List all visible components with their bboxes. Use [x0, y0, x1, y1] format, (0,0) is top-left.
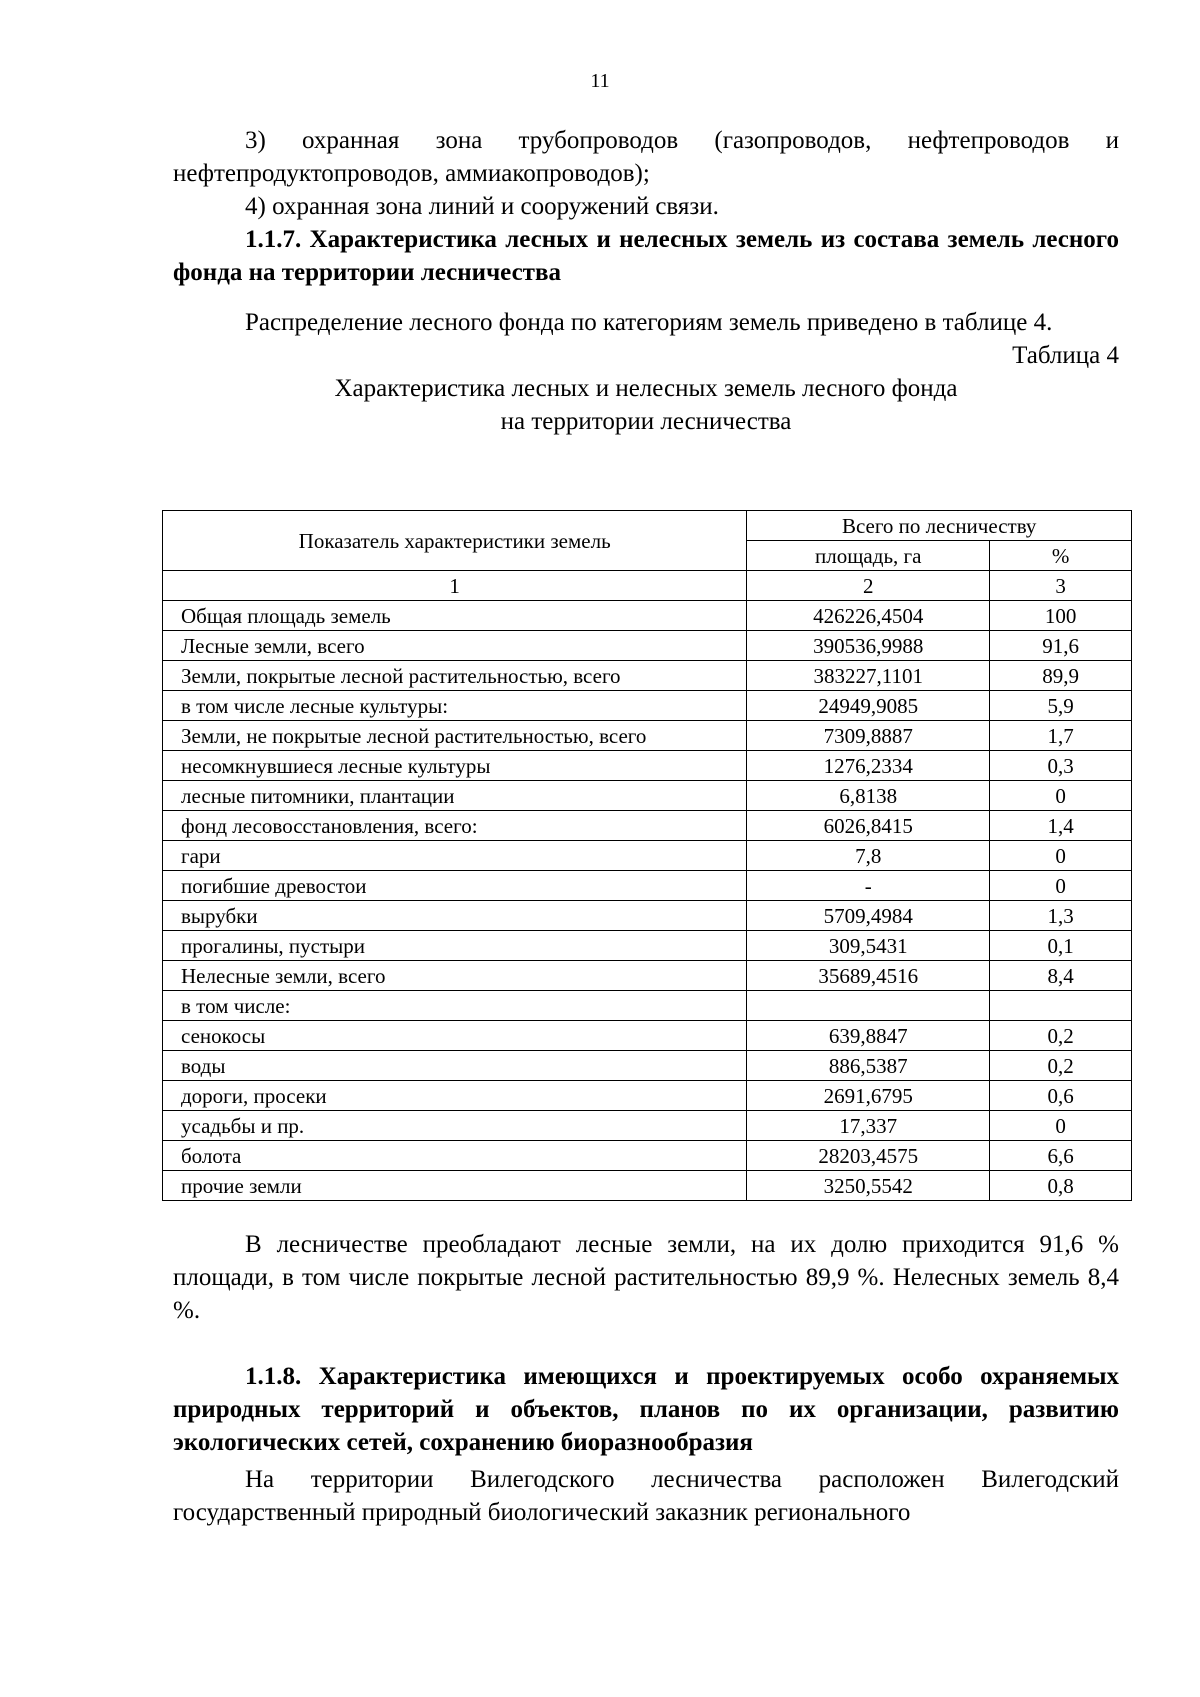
row-area-cell: -: [747, 871, 990, 901]
section-heading-1-1-7: 1.1.7. Характеристика лесных и нелесных земель из состава земель лесного фонда на территории лесничества: [173, 226, 1119, 286]
row-name-cell: прогалины, пустыри: [163, 931, 747, 961]
row-area-cell: 886,5387: [747, 1051, 990, 1081]
row-name-cell: фонд лесовосстановления, всего:: [163, 811, 747, 841]
row-area-cell: 3250,5542: [747, 1171, 990, 1201]
row-name-cell: воды: [163, 1051, 747, 1081]
table-row: [163, 781, 1132, 811]
row-percent-cell: 89,9: [990, 661, 1132, 691]
row-percent-cell: 0,1: [990, 931, 1132, 961]
row-percent-cell: 0,6: [990, 1081, 1132, 1111]
row-area-cell: 5709,4984: [747, 901, 990, 931]
row-percent-cell: 5,9: [990, 691, 1132, 721]
table-row: [163, 841, 1132, 871]
table-row: [163, 661, 1132, 691]
row-name-cell: в том числе:: [163, 991, 747, 1021]
row-area-cell: 639,8847: [747, 1021, 990, 1051]
header-total: Всего по лесничеству: [747, 511, 1132, 541]
table-row: [163, 901, 1132, 931]
row-percent-cell: 0: [990, 1111, 1132, 1141]
intro-item-3: 3) охранная зона трубопроводов (газопроводов, нефтепроводов и нефтепродуктопроводов, аммиакопроводов);: [173, 127, 1119, 187]
row-area-cell: [747, 991, 990, 1021]
row-area-cell: 309,5431: [747, 931, 990, 961]
row-name-cell: Земли, покрытые лесной растительностью, всего: [163, 661, 747, 691]
row-name-cell: прочие земли: [163, 1171, 747, 1201]
row-name-cell: гари: [163, 841, 747, 871]
row-name-cell: усадьбы и пр.: [163, 1111, 747, 1141]
column-number-2: 2: [747, 571, 990, 601]
section-intro-paragraph: Распределение лесного фонда по категориям земель приведено в таблице 4.: [245, 309, 1053, 336]
row-area-cell: 35689,4516: [747, 961, 990, 991]
row-percent-cell: 0: [990, 871, 1132, 901]
table-row: [163, 631, 1132, 661]
header-area: площадь, га: [747, 541, 990, 571]
row-percent-cell: 1,7: [990, 721, 1132, 751]
row-name-cell: погибшие древостои: [163, 871, 747, 901]
table-body: [163, 601, 1132, 1201]
row-name-cell: лесные питомники, плантации: [163, 781, 747, 811]
table-title-line-1: Характеристика лесных и нелесных земель лесного фонда: [334, 375, 958, 402]
section-heading-1-1-8: 1.1.8. Характеристика имеющихся и проектируемых особо охраняемых природных территорий и объектов, планов по их организации, развитию экологических сетей, сохранению биоразнообразия: [173, 1363, 1119, 1456]
row-percent-cell: 0: [990, 781, 1132, 811]
intro-item-4: 4) охранная зона линий и сооружений связи.: [245, 193, 719, 220]
row-percent-cell: 0: [990, 841, 1132, 871]
row-area-cell: 24949,9085: [747, 691, 990, 721]
row-area-cell: 17,337: [747, 1111, 990, 1141]
row-name-cell: вырубки: [163, 901, 747, 931]
table-header-row: [163, 511, 1132, 541]
table-row: [163, 721, 1132, 751]
table-row: [163, 751, 1132, 781]
row-name-cell: Общая площадь земель: [163, 601, 747, 631]
column-number-1: 1: [163, 571, 747, 601]
row-name-cell: Земли, не покрытые лесной растительностью, всего: [163, 721, 747, 751]
table-row: [163, 1051, 1132, 1081]
row-area-cell: 6026,8415: [747, 811, 990, 841]
table-row: [163, 871, 1132, 901]
row-area-cell: 426226,4504: [747, 601, 990, 631]
row-percent-cell: 0,8: [990, 1171, 1132, 1201]
table-row: [163, 1111, 1132, 1141]
row-percent-cell: 0,3: [990, 751, 1132, 781]
row-name-cell: Нелесные земли, всего: [163, 961, 747, 991]
section-118-paragraph: На территории Вилегодского лесничества расположен Вилегодский государственный природный биологический заказник регионального: [173, 1466, 1119, 1526]
row-percent-cell: 1,4: [990, 811, 1132, 841]
table-row: [163, 1081, 1132, 1111]
row-percent-cell: 0,2: [990, 1021, 1132, 1051]
row-percent-cell: 0,2: [990, 1051, 1132, 1081]
summary-paragraph: В лесничестве преобладают лесные земли, на их долю приходится 91,6 % площади, в том числе покрытые лесной растительностью 89,9 %. Нелесных земель 8,4 %.: [173, 1231, 1119, 1324]
row-name-cell: в том числе лесные культуры:: [163, 691, 747, 721]
table-row: [163, 601, 1132, 631]
row-percent-cell: 6,6: [990, 1141, 1132, 1171]
table-title-line-2: на территории лесничества: [500, 408, 792, 435]
table-row: [163, 1021, 1132, 1051]
row-area-cell: 383227,1101: [747, 661, 990, 691]
table-row: [163, 1171, 1132, 1201]
row-area-cell: 1276,2334: [747, 751, 990, 781]
column-number-3: 3: [990, 571, 1132, 601]
row-area-cell: 7309,8887: [747, 721, 990, 751]
row-name-cell: несомкнувшиеся лесные культуры: [163, 751, 747, 781]
table-column-numbers-row: [163, 571, 1132, 601]
upper-text-block: [173, 124, 1119, 438]
row-percent-cell: 8,4: [990, 961, 1132, 991]
header-indicator: Показатель характеристики земель: [163, 511, 747, 571]
row-area-cell: 390536,9988: [747, 631, 990, 661]
land-characteristics-table: [162, 510, 1132, 1201]
table-row: [163, 991, 1132, 1021]
row-area-cell: 7,8: [747, 841, 990, 871]
page-number: 11: [590, 70, 610, 92]
table-row: [163, 1141, 1132, 1171]
row-percent-cell: 1,3: [990, 901, 1132, 931]
table-row: [163, 931, 1132, 961]
row-percent-cell: 91,6: [990, 631, 1132, 661]
row-percent-cell: [990, 991, 1132, 1021]
table-label: Таблица 4: [1012, 342, 1119, 369]
header-percent: %: [990, 541, 1132, 571]
table-row: [163, 691, 1132, 721]
row-area-cell: 2691,6795: [747, 1081, 990, 1111]
row-name-cell: болота: [163, 1141, 747, 1171]
row-name-cell: дороги, просеки: [163, 1081, 747, 1111]
row-area-cell: 28203,4575: [747, 1141, 990, 1171]
lower-text-block: [173, 1228, 1119, 1529]
row-name-cell: сенокосы: [163, 1021, 747, 1051]
row-area-cell: 6,8138: [747, 781, 990, 811]
row-percent-cell: 100: [990, 601, 1132, 631]
table-row: [163, 961, 1132, 991]
row-name-cell: Лесные земли, всего: [163, 631, 747, 661]
table-row: [163, 811, 1132, 841]
